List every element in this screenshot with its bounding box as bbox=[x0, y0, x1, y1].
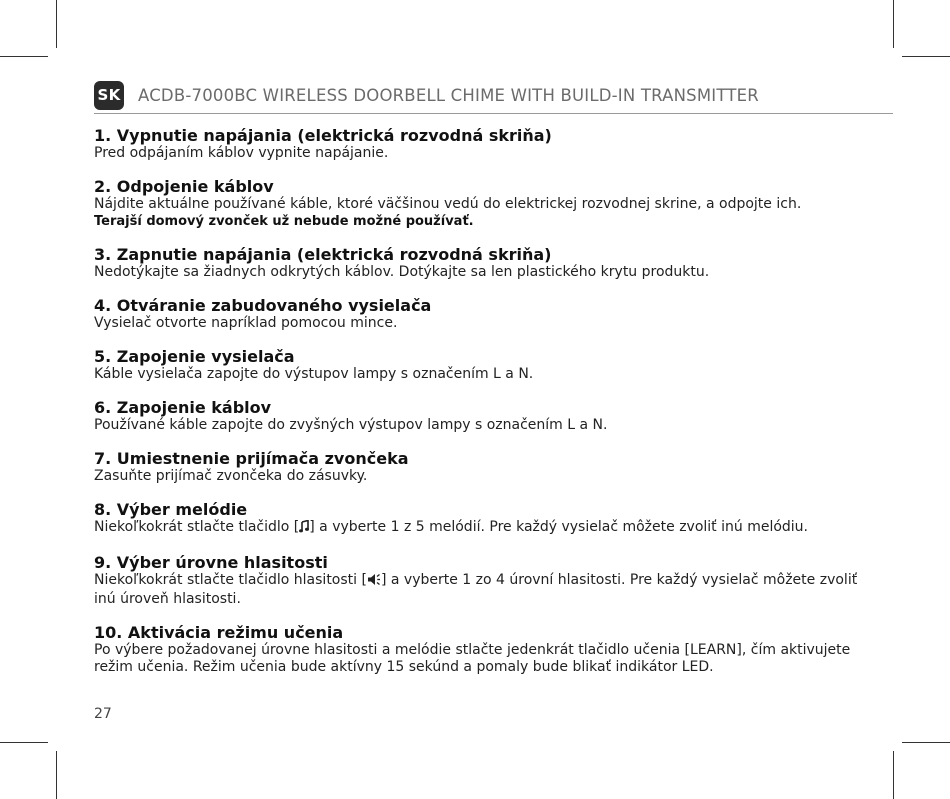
crop-mark-top-left-vertical bbox=[56, 0, 57, 48]
section-heading: 4. Otváranie zabudovaného vysielača bbox=[94, 296, 432, 315]
instruction-section bbox=[94, 246, 864, 281]
page-number: 27 bbox=[94, 706, 112, 722]
section-body: Nedotýkajte sa žiadnych odkrytých káblov. Dotýkajte sa len plastického krytu produktu. bbox=[94, 264, 710, 280]
instruction-section bbox=[94, 127, 864, 162]
section-body-text: Niekoľkokrát stlačte tlačidlo [ bbox=[94, 519, 300, 535]
section-body: Nájdite aktuálne používané káble, ktoré väčšinou vedú do elektrickej rozvodnej skrine, a odpojte ich. bbox=[94, 196, 802, 212]
volume-icon bbox=[367, 573, 381, 591]
section-warning: Terajší domový zvonček už nebude možné používať. bbox=[94, 214, 474, 229]
section-heading: 9. Výber úrovne hlasitosti bbox=[94, 553, 328, 572]
crop-mark-top-right-horizontal bbox=[902, 56, 950, 57]
section-heading: 3. Zapnutie napájania (elektrická rozvodná skriňa) bbox=[94, 245, 552, 264]
section-body: Zasuňte prijímač zvončeka do zásuvky. bbox=[94, 468, 368, 484]
crop-mark-bottom-right-horizontal bbox=[902, 742, 950, 743]
crop-mark-top-right-vertical bbox=[893, 0, 894, 48]
section-heading: 8. Výber melódie bbox=[94, 500, 248, 519]
page-header bbox=[94, 80, 893, 110]
section-body: Vysielač otvorte napríklad pomocou mince. bbox=[94, 315, 398, 331]
crop-mark-bottom-left-horizontal bbox=[0, 742, 48, 743]
section-heading: 6. Zapojenie káblov bbox=[94, 398, 272, 417]
section-body-text: Niekoľkokrát stlačte tlačidlo hlasitosti [ bbox=[94, 572, 367, 588]
section-body: Pred odpájaním káblov vypnite napájanie. bbox=[94, 145, 389, 161]
section-heading: 10. Aktivácia režimu učenia bbox=[94, 623, 344, 642]
header-divider bbox=[94, 113, 893, 114]
section-body-text: ] a vyberte 1 zo 4 úrovní hlasitosti. Pre každý vysielač môžete zvoliť inú úroveň hlasitosti. bbox=[94, 572, 858, 607]
instruction-section bbox=[94, 178, 864, 230]
instruction-section bbox=[94, 297, 864, 332]
section-body: Po výbere požadovanej úrovne hlasitosti a melódie stlačte jedenkrát tlačidlo učenia [LEARN], čím aktivujete režim učenia. Režim učenia bude aktívny 15 sekúnd a pomaly bude blikať indikátor LED. bbox=[94, 642, 851, 675]
crop-mark-bottom-right-vertical bbox=[893, 751, 894, 799]
section-heading: 7. Umiestnenie prijímača zvončeka bbox=[94, 449, 409, 468]
section-body: Používané káble zapojte do zvyšných výstupov lampy s označením L a N. bbox=[94, 417, 608, 433]
instruction-section bbox=[94, 399, 864, 434]
section-body bbox=[94, 572, 864, 608]
instruction-section bbox=[94, 624, 864, 676]
instructions-content bbox=[94, 127, 864, 692]
language-badge: SK bbox=[94, 81, 124, 110]
section-body-text: ] a vyberte 1 z 5 melódií. Pre každý vysielač môžete zvoliť inú melódiu. bbox=[309, 519, 809, 535]
section-heading: 1. Vypnutie napájania (elektrická rozvodná skriňa) bbox=[94, 126, 552, 145]
section-body bbox=[94, 519, 864, 538]
section-heading: 2. Odpojenie káblov bbox=[94, 177, 274, 196]
document-title: ACDB-7000BC WIRELESS DOORBELL CHIME WITH BUILD-IN TRANSMITTER bbox=[138, 85, 759, 105]
section-body: Káble vysielača zapojte do výstupov lampy s označením L a N. bbox=[94, 366, 534, 382]
section-heading: 5. Zapojenie vysielača bbox=[94, 347, 295, 366]
crop-mark-top-left-horizontal bbox=[0, 56, 48, 57]
crop-mark-bottom-left-vertical bbox=[56, 751, 57, 799]
music-note-icon bbox=[299, 520, 309, 538]
instruction-section bbox=[94, 554, 864, 608]
instruction-section bbox=[94, 450, 864, 485]
instruction-section bbox=[94, 348, 864, 383]
instruction-section bbox=[94, 501, 864, 538]
